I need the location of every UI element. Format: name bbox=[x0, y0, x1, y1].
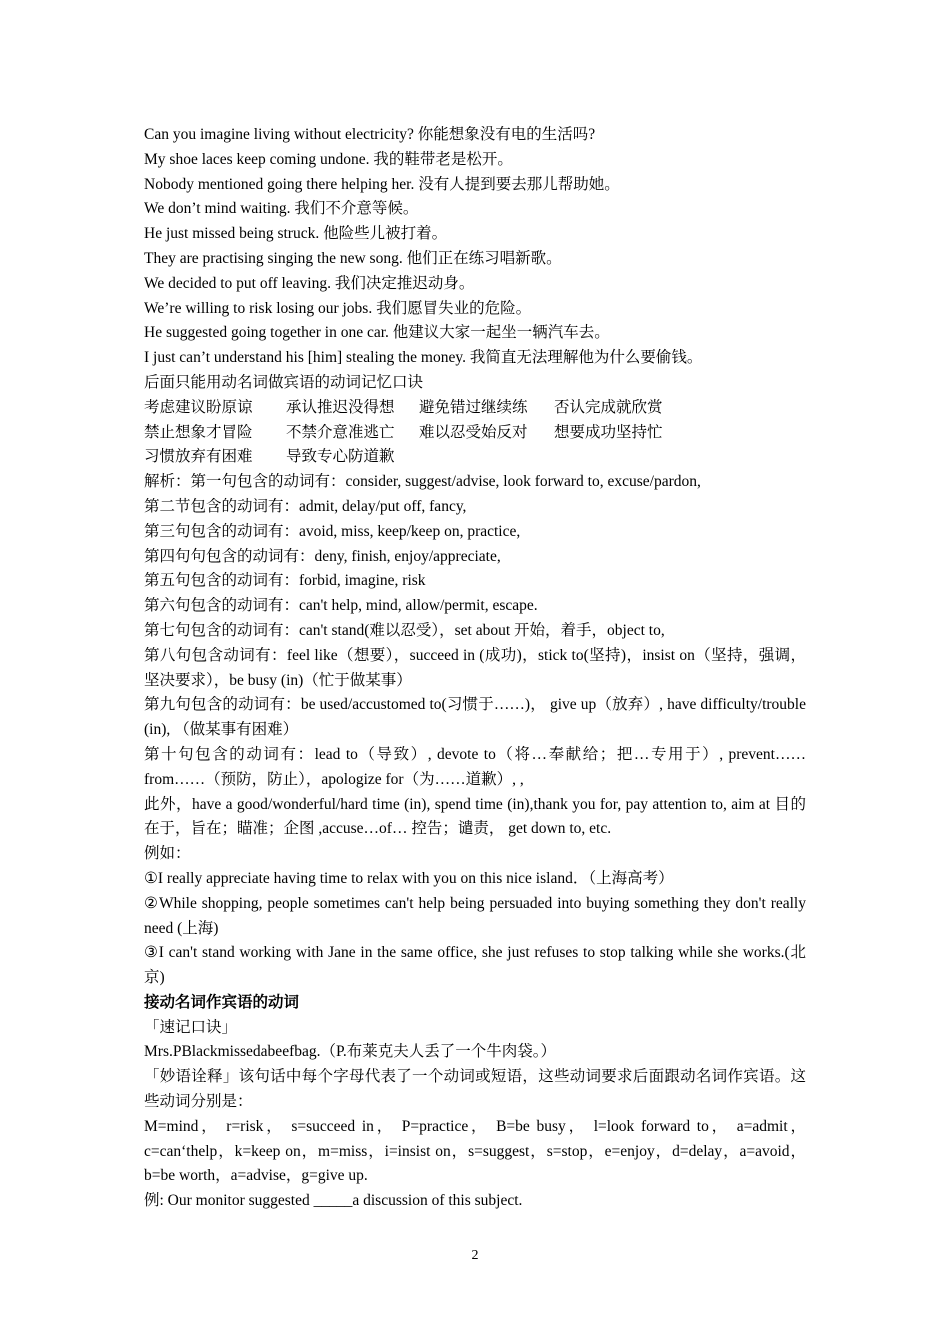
example-sentence: We’re willing to risk losing our jobs. 我们愿冒失业的危险。 bbox=[144, 299, 532, 317]
mnemonic-phrase: 承认推迟没得想 bbox=[286, 398, 395, 416]
example-sentence: I just can’t understand his [him] stealing the money. 我简直无法理解他为什么要偷钱。 bbox=[144, 349, 703, 367]
example-sentence: He just missed being struck. 他险些儿被打着。 bbox=[144, 225, 448, 243]
analysis-line: 第五句包含的动词有：forbid, imagine, risk bbox=[144, 572, 426, 590]
mnemonic-sentence: Mrs.PBlackmissedabeefbag.（P.布莱克夫人丢了一个牛肉袋。） bbox=[144, 1043, 557, 1061]
mnemonic-phrase: 不禁介意准逃亡 bbox=[286, 423, 395, 441]
example-sentence: Can you imagine living without electricity? 你能想象没有电的生活吗? bbox=[144, 126, 596, 143]
analysis-line: 第七句包含的动词有：can't stand(难以忍受），set about 开始，着手，object to, bbox=[144, 621, 665, 639]
analysis-paragraph: 第十句包含的动词有：lead to（导致）, devote to（将…奉献给；把…专用于）, prevent……from……（预防，防止），apologize for（为……道歉）, , bbox=[144, 745, 806, 788]
page-content bbox=[144, 123, 806, 1214]
mnemonic-row bbox=[144, 396, 806, 421]
mnemonic-phrase: 习惯放弃有困难 bbox=[144, 448, 253, 466]
section-subheading: 「速记口诀」 bbox=[144, 1018, 238, 1036]
mnemonic-phrase: 避免错过继续练 bbox=[419, 398, 528, 416]
exercise-sentence: 例: Our monitor suggested _____a discussion of this subject. bbox=[144, 1192, 523, 1210]
exam-example: ①I really appreciate having time to relax with you on this nice island．（上海高考） bbox=[144, 869, 674, 887]
example-sentence: We decided to put off leaving. 我们决定推迟动身。 bbox=[144, 274, 475, 292]
exam-example: ③I can't stand working with Jane in the same office, she just refuses to stop talking while she works.(北京) bbox=[144, 944, 806, 987]
examples-label: 例如： bbox=[144, 845, 191, 863]
mnemonic-title: 后面只能用动名词做宾语的动词记忆口诀 bbox=[144, 373, 424, 391]
mnemonic-phrase: 难以忍受始反对 bbox=[419, 423, 528, 441]
explanation-paragraph: 「妙语诠释」该句话中每个字母代表了一个动词或短语，这些动词要求后面跟动名词作宾语。这些动词分别是： bbox=[144, 1068, 806, 1111]
analysis-line: 解析：第一句包含的动词有：consider, suggest/advise, look forward to, excuse/pardon, bbox=[144, 473, 701, 491]
analysis-paragraph: 此外，have a good/wonderful/hard time (in), spend time (in),thank you for, pay attention to, aim at 目的在于，旨在；瞄准；企图 ,accuse…of… 控告；谴责， get down to, etc. bbox=[144, 795, 806, 838]
page-number: 2 bbox=[471, 1248, 479, 1263]
mnemonic-phrase: 想要成功坚持忙 bbox=[554, 423, 663, 441]
example-sentence: Nobody mentioned going there helping her. 没有人提到要去那儿帮助她。 bbox=[144, 175, 620, 193]
example-sentence: My shoe laces keep coming undone. 我的鞋带老是松开。 bbox=[144, 150, 513, 168]
mnemonic-phrase: 否认完成就欣赏 bbox=[554, 398, 663, 416]
analysis-line: 第二节包含的动词有：admit, delay/put off, fancy, bbox=[144, 497, 467, 515]
exam-example: ②While shopping, people sometimes can't help being persuaded into buying something they don't really need (上海) bbox=[144, 894, 806, 937]
mnemonic-phrase: 禁止想象才冒险 bbox=[144, 423, 253, 441]
analysis-line: 第六句包含的动词有：can't help, mind, allow/permit, escape. bbox=[144, 597, 538, 615]
section-heading: 接动名词作宾语的动词 bbox=[144, 993, 300, 1011]
analysis-paragraph: 第八句包含动词有：feel like（想要），succeed in (成功)，stick to(坚持)，insist on（坚持，强调，坚决要求），be busy (in)（忙于做某事） bbox=[144, 646, 806, 689]
mnemonic-row bbox=[144, 421, 806, 446]
mnemonic-phrase: 考虑建议盼原谅 bbox=[144, 398, 253, 416]
analysis-line: 第四句句包含的动词有：deny, finish, enjoy/appreciate, bbox=[144, 547, 501, 565]
example-sentence: They are practising singing the new song. 他们正在练习唱新歌。 bbox=[144, 249, 562, 267]
analysis-paragraph: 第九句包含的动词有：be used/accustomed to(习惯于……)， give up（放弃）, have difficulty/trouble (in), （做某事有困难） bbox=[144, 696, 806, 739]
mnemonic-phrase: 导致专心防道歉 bbox=[286, 448, 395, 466]
mnemonic-row bbox=[144, 445, 806, 470]
letter-mapping: M=mind， r=risk， s=succeed in， P=practice， B=be busy， l=look forward to， a=admit，c=can‘thelp，k=keep on，m=miss，i=insist on，s=suggest，s=stop，e=enjoy，d=delay，a=avoid，b=be worth，a=advise，g=give up. bbox=[144, 1117, 806, 1185]
example-sentence: We don’t mind waiting. 我们不介意等候。 bbox=[144, 200, 419, 218]
example-sentence: He suggested going together in one car. 他建议大家一起坐一辆汽车去。 bbox=[144, 324, 610, 342]
analysis-line: 第三句包含的动词有：avoid, miss, keep/keep on, practice, bbox=[144, 522, 521, 540]
